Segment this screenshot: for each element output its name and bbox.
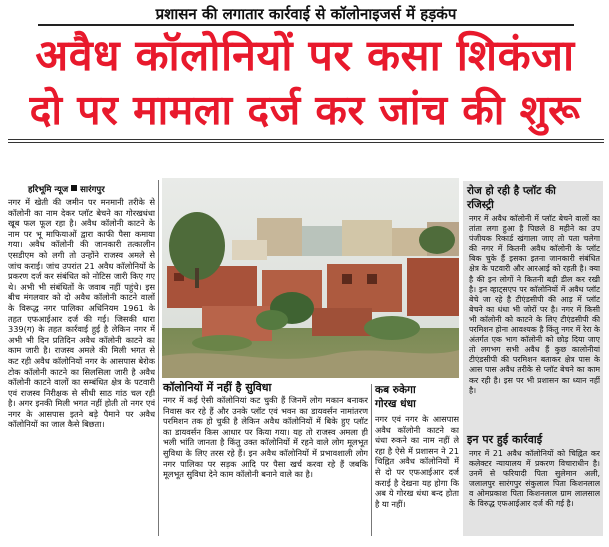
kicker-headline: प्रशासन की लगातार कार्रवाई से कॉलोनाइजर्स में हड़कंप (38, 4, 574, 26)
byline-source: हरिभूमि न्यूज (28, 185, 69, 195)
sidebar-paragraph: नगर में अवैध कॉलोनी में प्लॉट बेचने वालों का तांता लगा हुआ है पिछले 8 महीने का उप पंजीयक रिकार्ड खंगाला जाए तो पता चलेगा की नगर में कितनी अवैध कॉलोनी के प्लॉट बिक चुके हैं इसका इतना जानकारी संबंधित क्षेत्र के पटवारी और आरआई को रहती है। क्या है की इन लोगों ने कितनी बड़ी डील कर रखी है। इन व्हाट्सएप पर कॉलोनियों में अवैध प्लॉट बेचे जा रहे है टीएंडसीपी की आड़ में प्लॉट बेचने का धंधा भी जोरों पर है। नगर में किसी भी कॉलोनी को काटने के लिए टीएंडसीपी की परमिशन होना आवश्यक है किंतु नगर में रेरा के अंतर्गत एक भाग कॉलोनी को छोड़ दिया जाए तो लगभग सभी अवैध हैं कुछ कालोनीयां टीएंडसीपी की परमिशन बताकर क्षेत्र पास के आस पास अवैध तरीके से प्लॉट बेचने का काम कर रही है। इस पर भी प्रशासन का ध्यान नहीं है। (469, 214, 600, 395)
racket-paragraph: नगर एवं नगर के आसपास अवैध कॉलोनी काटने का धंधा रुकने का नाम नहीं ले रहा है ऐसे में प्रशासन ने 21 चिह्नित अवैध कॉलोनियों में से दो पर एफआईआर दर्ज कराई है देखना यह होगा कि अब ये गोरख धंधा बन्द होता है या नहीं। (375, 414, 459, 509)
column-divider (158, 180, 159, 536)
column-divider-2 (371, 384, 372, 536)
action-heading: इन पर हुई कार्रवाई (467, 433, 543, 446)
sidebar-box (463, 181, 603, 536)
facilities-text (163, 395, 368, 535)
byline-place: सारंगपुर (80, 185, 105, 195)
main-story-text: नगर में खेती की जमीन पर मनमानी तरीके से कॉलोनी का नाम देकर प्लॉट बेचने का गोरखधंधा खूब फल फूल रहा है। अवैध कॉलोनी काटने के नाम पर भू माफियाओं द्वारा काफी पैसा कमाया गया। अवैध कॉलोनी की जानकारी तत्कालीन एसडीएम को लगी तो उन्होंने राजस्व अमले से जांच कराई। जांच उपरांत 21 अवैध कॉलोनियों के प्रकरण दर्ज कर संबंधित को नोटिस जारी किए गए थे। अभी भी संबंधितों के जवाब नहीं पहुंचे। इस बीच मंगलवार को दो अवैध कॉलोनी काटने वालों के विरूद्ध नगर पालिका अधिनियम 1961 के तहत एफआईआर दर्ज की गई। जिसकी धारा 339(ग) के तहत कार्रवाई हुई है लेकिन नगर में अभी भी दिन प्रतिदिन अवैध कॉलोनी काटने का काम जारी है। राजस्व अमले की मिली भगत से कट रही अवैध कॉलोनियों नगर के आसपास बेरोक टोक कॉलोनी काटने का सिलसिला जारी है अवैध कॉलोनी काटने वालों का सम्बंधित क्षेत्र के पटवारी एवं राजस्व निरीक्षक से सीधी साठ गांठ चल रही है। अगर इनकी मिली भगत नहीं होती तो नगर एवं नगर के आसपास इतने बड़े पैमाने पर अवैध कॉलोनियों का जाल कैसे बिछता। (8, 197, 155, 430)
sidebar-heading-2: रजिस्ट्री (467, 199, 494, 211)
colony-site-image (162, 178, 459, 378)
sidebar-text (469, 214, 600, 426)
square-bullet-icon (71, 185, 77, 191)
racket-heading-2: गोरख धंधा (375, 398, 416, 410)
headline-rule-top (8, 139, 604, 140)
racket-text (375, 414, 459, 536)
headline-line-1: अवैध कॉलोनियों पर कसा शिकंजा (35, 31, 575, 81)
headline-rule-bottom (8, 142, 604, 143)
action-text (469, 449, 600, 533)
facilities-paragraph: नगर में कई ऐसी कॉलोनियां कट चुकी हैं जिनमें लोग मकान बनाकर निवास कर रहे हैं और उनके प्लॉट एवं भवन का डायवर्सन नामांतरण परमिशन तक हो चुकी है लेकिन अवैध कॉलोनियों में बिके हुए प्लॉट का डायवर्सन किस आधार पर किया गया। यह तो राजस्व अमला ही भली भांति जानता है किंतु उक्त कॉलोनियों में रहने वाले लोग मूलभूत सुविधा के लिए तरस रहे हैं। इन अवैध कॉलोनियों में प्रभावशाली लोग नगर पालिका पर सड़क आदि पर पैसा खर्च करवा रहे हैं जबकि मूलभूत सुविधा देने काम कॉलोनी बनाने वाले का है। (163, 395, 368, 480)
headline-line-2: दो पर मामला दर्ज कर जांच की शुरू (29, 86, 581, 134)
facilities-heading: कॉलोनियों में नहीं है सुविधा (163, 381, 272, 394)
sidebar-heading-1: रोज हो रही है प्लॉट की (467, 185, 556, 197)
main-story (8, 197, 155, 536)
byline (28, 184, 105, 195)
racket-heading-1: कब रुकेगा (375, 384, 416, 396)
story-photo (162, 178, 459, 378)
action-paragraph: नगर में 21 अवैध कॉलोनियों को चिह्नित कर कलेक्टर न्यायालय में प्रकरण विचाराधीन है। उनमें से फरियादी पिता सुलेमान अली, जलालपुर सारंगपुर संकुलाल पिता किशनलाल व ओमप्रकाश पिता किशनलाल ग्राम लालसाल के विरुद्ध एफआईआर दर्ज की गई है। (469, 449, 600, 509)
